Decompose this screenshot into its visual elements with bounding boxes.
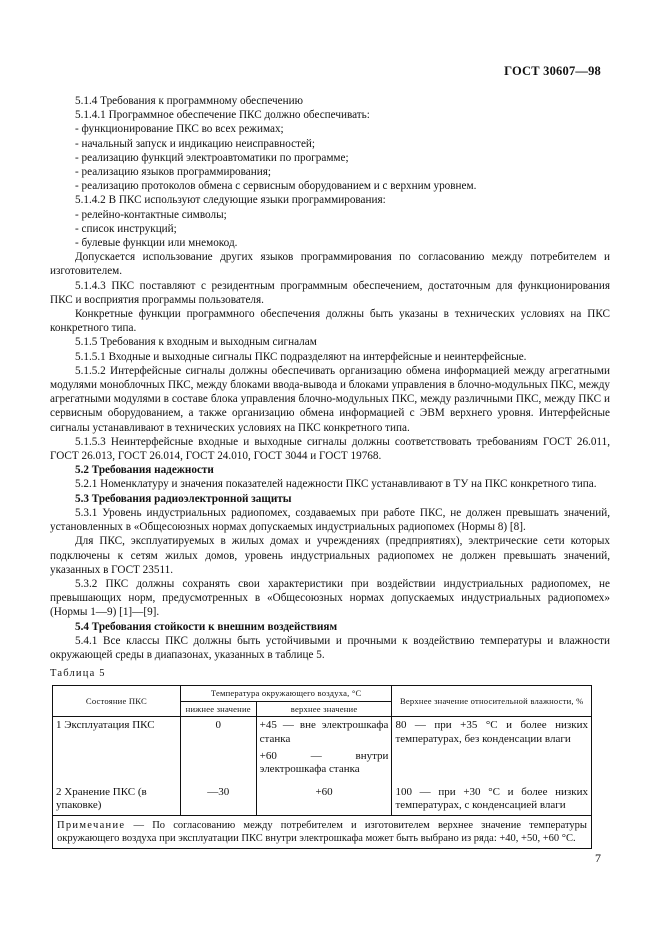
- list-item: - релейно-контактные символы;: [75, 208, 227, 221]
- cell-lower: —30: [180, 778, 256, 815]
- list-item: - список инструкций;: [75, 222, 177, 235]
- table-row: [53, 717, 592, 778]
- section-heading: 5.3 Требования радиоэлектронной защиты: [75, 492, 292, 505]
- paragraph-list: [50, 94, 610, 662]
- paragraph: 5.1.5.2 Интерфейсные сигналы должны обеспечивать организацию обмена информацией между агрегатными модулями моноблочных ПКС, между блоками ввода-вывода и блоками управления в блочно-модульных ПКС, между агрегатными модулями в составе блока управления блочно-модульных ПКС, между различными ПКС, между ПКС и сервисным оборудованием, а также организацию обмена информацией с ЭВМ верхнего уровня. Интерфейсные сигналы устанавливают в технических условиях на ПКС конкретного типа.: [50, 364, 610, 434]
- section-heading: 5.4 Требования стойкости к внешним воздействиям: [75, 620, 338, 633]
- upper-value-inside: +60 — внутри электрошкафа станка: [259, 749, 389, 775]
- list-item: - реализацию функций электроавтоматики по программе;: [75, 151, 349, 164]
- paragraph: 5.1.4.3 ПКС поставляют с резидентным программным обеспечением, достаточным для функционирования ПКС и восприятия программы пользователя.: [50, 279, 610, 306]
- header-lower: нижнее значение: [180, 701, 256, 717]
- paragraph: 5.1.5.3 Неинтерфейсные входные и выходные сигналы должны соответствовать требованиям ГОСТ 26.011, ГОСТ 26.013, ГОСТ 26.014, ГОСТ 24.010, ГОСТ 3044 и ГОСТ 19768.: [50, 435, 610, 463]
- cell-upper: [256, 717, 392, 778]
- paragraph: 5.3.2 ПКС должны сохранять свои характеристики при воздействии индустриальных радиопомех, не превышающих норм, предусмотренных в «Общесоюзных нормах допускаемых индустриальных радиопомех» (Нормы 1—9) [1]—[9].: [50, 577, 610, 619]
- paragraph: 5.1.5.1 Входные и выходные сигналы ПКС подразделяют на интерфейсные и неинтерфейсные.: [75, 350, 527, 363]
- header-temperature: Температура окружающего воздуха, °С: [180, 686, 392, 702]
- table-caption: Таблица 5: [50, 668, 106, 680]
- document-code: ГОСТ 30607—98: [504, 64, 601, 78]
- upper-value-outside: +45 — вне электрошкафа станка: [259, 719, 389, 745]
- cell-humidity: 80 — при +35 °С и более низких температурах, без конденсации влаги: [392, 717, 592, 778]
- header-humidity: Верхнее значение относительной влажности, %: [392, 686, 592, 717]
- cell-upper: +60: [256, 778, 392, 815]
- list-item: - реализацию протоколов обмена с сервисным оборудованием и с верхним уровнем.: [75, 180, 477, 193]
- header-state: Состояние ПКС: [53, 686, 181, 717]
- page-number: 7: [595, 851, 601, 865]
- cell-state: 2 Хранение ПКС (в упаковке): [53, 778, 181, 815]
- header-upper: верхнее значение: [256, 701, 392, 717]
- paragraph: Для ПКС, эксплуатируемых в жилых домах и учреждениях (предприятиях), электрические сети которых подключены к сетям жилых домов, уровень индустриальных радиопомех не должен превышать значений, указанных в ГОСТ 23511.: [50, 535, 610, 576]
- cell-lower: 0: [180, 717, 256, 778]
- paragraph: Конкретные функции программного обеспечения должны быть указаны в технических условиях на ПКС конкретного типа.: [50, 308, 610, 335]
- paragraph: 5.1.4.2 В ПКС используют следующие языки программирования:: [75, 194, 386, 207]
- list-item: - реализацию языков программирования;: [75, 166, 271, 179]
- paragraph: 5.1.4.1 Программное обеспечение ПКС должно обеспечивать:: [75, 109, 370, 122]
- paragraph: 5.1.4 Требования к программному обеспечению: [75, 95, 303, 107]
- note-label: Примечание: [57, 819, 126, 831]
- paragraph: Допускается использование других языков программирования по согласованию между потребителем и изготовителем.: [50, 251, 610, 278]
- list-item: - начальный запуск и индикацию неисправностей;: [75, 137, 316, 150]
- cell-state: 1 Эксплуатация ПКС: [53, 717, 181, 778]
- list-item: - функционирование ПКС во всех режимах;: [75, 123, 284, 136]
- paragraph: 5.3.1 Уровень индустриальных радиопомех, создаваемых при работе ПКС, не должен превышать значений, установленных в «Общесоюзных нормах допускаемых индустриальных радиопомех (Нормы 8) [8].: [50, 506, 610, 534]
- list-item: - булевые функции или мнемокод.: [75, 237, 238, 250]
- page-body: [50, 94, 610, 849]
- table-row: [53, 778, 592, 815]
- paragraph: 5.4.1 Все классы ПКС должны быть устойчивыми и прочными к воздействию температуры и влажности окружающей среды в диапазонах, указанных в таблице 5.: [50, 634, 610, 661]
- table-5: [52, 685, 592, 848]
- cell-humidity: 100 — при +30 °С и более низких температурах, с конденсацией влаги: [392, 778, 592, 815]
- table-note: [53, 815, 592, 848]
- note-text: — По согласованию между потребителем и изготовителем верхнее значение температуры окружающего воздуха при эксплуатации ПКС внутри электрошкафа может быть выбрано из ряда: +40, +50, +60 °С.: [57, 819, 587, 844]
- paragraph: 5.1.5 Требования к входным и выходным сигналам: [75, 336, 317, 349]
- section-heading: 5.2 Требования надежности: [75, 464, 214, 477]
- paragraph: 5.2.1 Номенклатуру и значения показателей надежности ПКС устанавливают в ТУ на ПКС конкретного типа.: [75, 478, 597, 491]
